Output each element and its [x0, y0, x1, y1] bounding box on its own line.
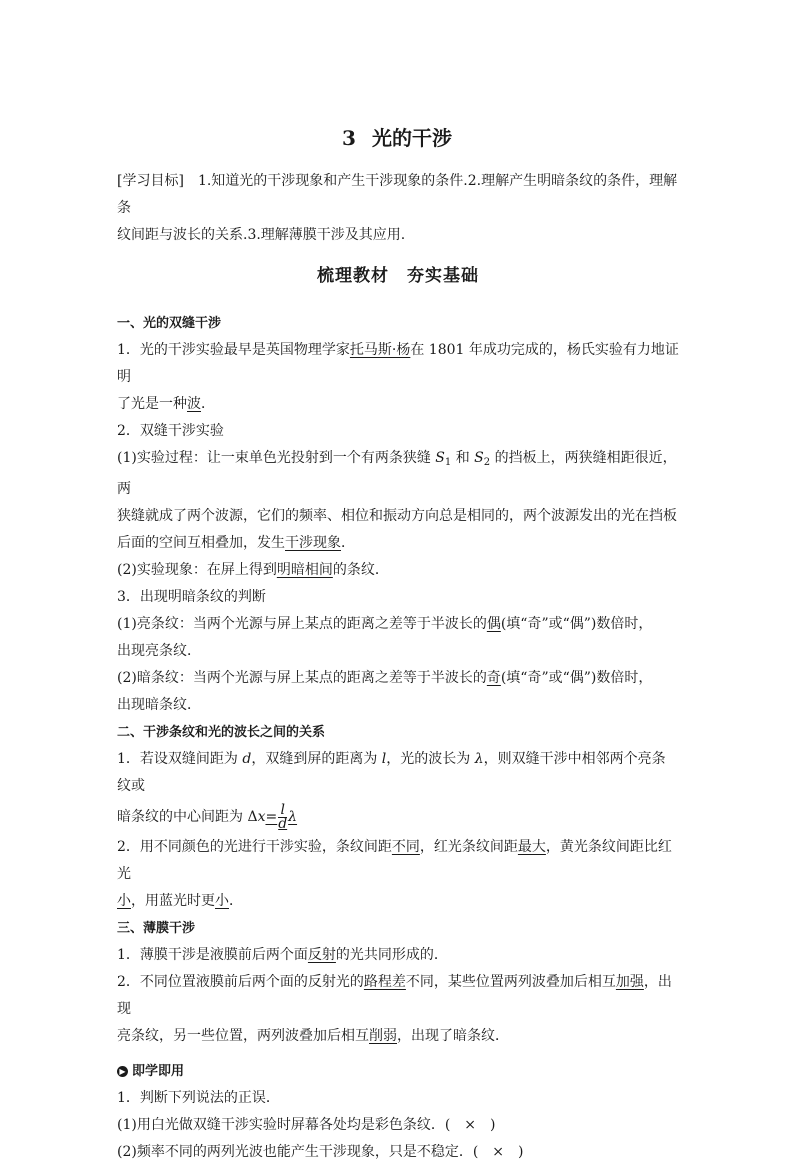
- answer-blank: 明暗相间: [276, 562, 333, 578]
- heading-double-slit: 一、光的双缝干涉: [117, 316, 222, 331]
- goals-text: 1.知道光的干涉现象和产生干涉现象的条件.2.理解产生明暗条纹的条件，理解条: [117, 173, 678, 216]
- text: ，双缝到屏的距离为: [251, 751, 382, 767]
- play-circle-icon: ▶: [117, 1066, 128, 1077]
- text: 的条纹．: [332, 562, 389, 578]
- paragraph: [117, 746, 679, 800]
- chapter-title: 光的干涉: [371, 126, 452, 150]
- text: ．: [201, 396, 215, 412]
- text: ，光的波长为: [386, 751, 475, 767]
- text: 的光共同形成的．: [335, 947, 448, 963]
- paragraph: [117, 445, 679, 503]
- text: 2．不同位置液膜前后两个面的反射光的: [117, 974, 364, 990]
- paragraph: [117, 557, 679, 584]
- paragraph: [117, 942, 679, 969]
- answer-blank: 路程差: [363, 974, 406, 990]
- heading-thin-film: 三、薄膜干涉: [117, 921, 196, 936]
- learning-goals-cont: 纹间距与波长的关系.3.理解薄膜干涉及其应用.: [117, 227, 406, 243]
- var-x: x: [257, 809, 266, 825]
- text: ，出现了暗条纹．: [397, 1028, 509, 1044]
- paragraph: 3．出现明暗条纹的判断: [117, 589, 266, 605]
- paragraph: [117, 665, 679, 692]
- paragraph: [117, 391, 679, 418]
- answer-blank: 波: [187, 396, 201, 412]
- answer-blank: 托马斯·杨: [349, 342, 411, 358]
- text: ，黄光条纹间距比红光: [117, 839, 672, 882]
- answer-blank: 削弱: [369, 1028, 397, 1044]
- var-l: l: [381, 751, 387, 767]
- text: 1．若设双缝间距为: [117, 751, 243, 767]
- answer-blank: 最大: [517, 839, 546, 855]
- answer-blank: 干涉现象: [285, 535, 341, 551]
- text: ，则双缝干涉中相邻两个亮条纹或: [117, 751, 666, 794]
- paragraph: 出现暗条纹．: [117, 697, 201, 713]
- text: 2．用不同颜色的光进行干涉实验，条纹间距: [117, 839, 392, 855]
- text: (1)亮条纹：当两个光源与屏上某点的距离之差等于半波长的: [117, 616, 487, 632]
- text: 后面的空间互相叠加，发生: [117, 535, 285, 551]
- text: ，红光条纹间距: [419, 839, 518, 855]
- var-lambda: λ: [288, 809, 298, 825]
- answer-blank: 小: [215, 893, 229, 909]
- paragraph: [117, 1023, 679, 1050]
- equals-sign: =: [265, 809, 278, 825]
- var-s: S: [435, 450, 445, 466]
- var-lambda: λ: [474, 751, 484, 767]
- text: ．: [341, 535, 355, 551]
- text: 暗条纹的中心间距为 Δ: [117, 809, 258, 825]
- paragraph: 狭缝就成了两个波源，它们的频率、相位和振动方向总是相同的，两个波源发出的光在挡板: [117, 508, 677, 524]
- paragraph: [117, 611, 679, 638]
- subscript: 2: [483, 457, 491, 468]
- text: (填“奇”或“偶”)数倍时，: [500, 670, 653, 686]
- paragraph: [117, 530, 679, 557]
- answer-blank: 小: [117, 893, 131, 909]
- paragraph: 2．双缝干涉实验: [117, 423, 224, 439]
- question-item: (2)频率不同的两列光波也能产生干涉现象，只是不稳定．( × ): [117, 1144, 524, 1160]
- text: 的挡板上，两狭缝相距很近，两: [117, 450, 677, 497]
- paragraph: [117, 834, 679, 888]
- text: 1．薄膜干涉是液膜前后两个面: [117, 947, 308, 963]
- answer-blank: 偶: [486, 616, 501, 632]
- text: 在 1801 年成功完成的，杨氏实验有力地证明: [117, 342, 679, 385]
- answer-blank: 加强: [615, 974, 644, 990]
- fraction-denominator: d: [278, 815, 288, 832]
- fraction: [278, 801, 288, 832]
- fraction-numerator: l: [278, 804, 287, 818]
- question: 1．判断下列说法的正误．: [117, 1090, 280, 1106]
- question-item: (1)用白光做双缝干涉实验时屏幕各处均是彩色条纹．( × ): [117, 1117, 496, 1133]
- text: ．: [229, 893, 243, 909]
- text: (填“奇”或“偶”)数倍时，: [500, 616, 653, 632]
- paragraph: [117, 888, 679, 915]
- text: ，出现: [117, 974, 672, 1017]
- var-s: S: [474, 450, 484, 466]
- learning-goals: [117, 168, 679, 222]
- text: 不同，某些位置两列波叠加后相互: [405, 974, 616, 990]
- goals-label: [学习目标]: [117, 173, 184, 189]
- paragraph: 出现亮条纹．: [117, 643, 201, 659]
- text: ，用蓝光时更: [131, 893, 215, 909]
- practice-heading-text: 即学即用: [132, 1064, 185, 1079]
- text: (2)实验现象：在屏上得到: [117, 562, 277, 578]
- answer-blank: 不同: [391, 839, 420, 855]
- heading-fringe-wavelength: 二、干涉条纹和光的波长之间的关系: [117, 725, 326, 740]
- section-title: 梳理教材 夯实基础: [317, 266, 479, 286]
- text: 了光是一种: [117, 396, 187, 412]
- chapter-number: 3: [342, 126, 356, 150]
- answer-blank: 反射: [307, 947, 336, 963]
- var-d: d: [242, 751, 252, 767]
- text: 1．光的干涉实验最早是英国物理学家: [117, 342, 350, 358]
- text: (2)暗条纹：当两个光源与屏上某点的距离之差等于半波长的: [117, 670, 487, 686]
- answer-blank: 奇: [486, 670, 501, 686]
- formula-paragraph: [117, 800, 679, 834]
- practice-heading: [117, 1058, 679, 1085]
- document-body: [117, 168, 679, 1166]
- paragraph: [117, 337, 679, 391]
- text: (1)实验过程：让一束单色光投射到一个有两条狭缝: [117, 450, 436, 466]
- page-title: [0, 122, 794, 151]
- text: 和: [451, 450, 475, 466]
- paragraph: [117, 969, 679, 1023]
- subscript: 1: [444, 457, 452, 468]
- text: 亮条纹，另一些位置，两列波叠加后相互: [117, 1028, 369, 1044]
